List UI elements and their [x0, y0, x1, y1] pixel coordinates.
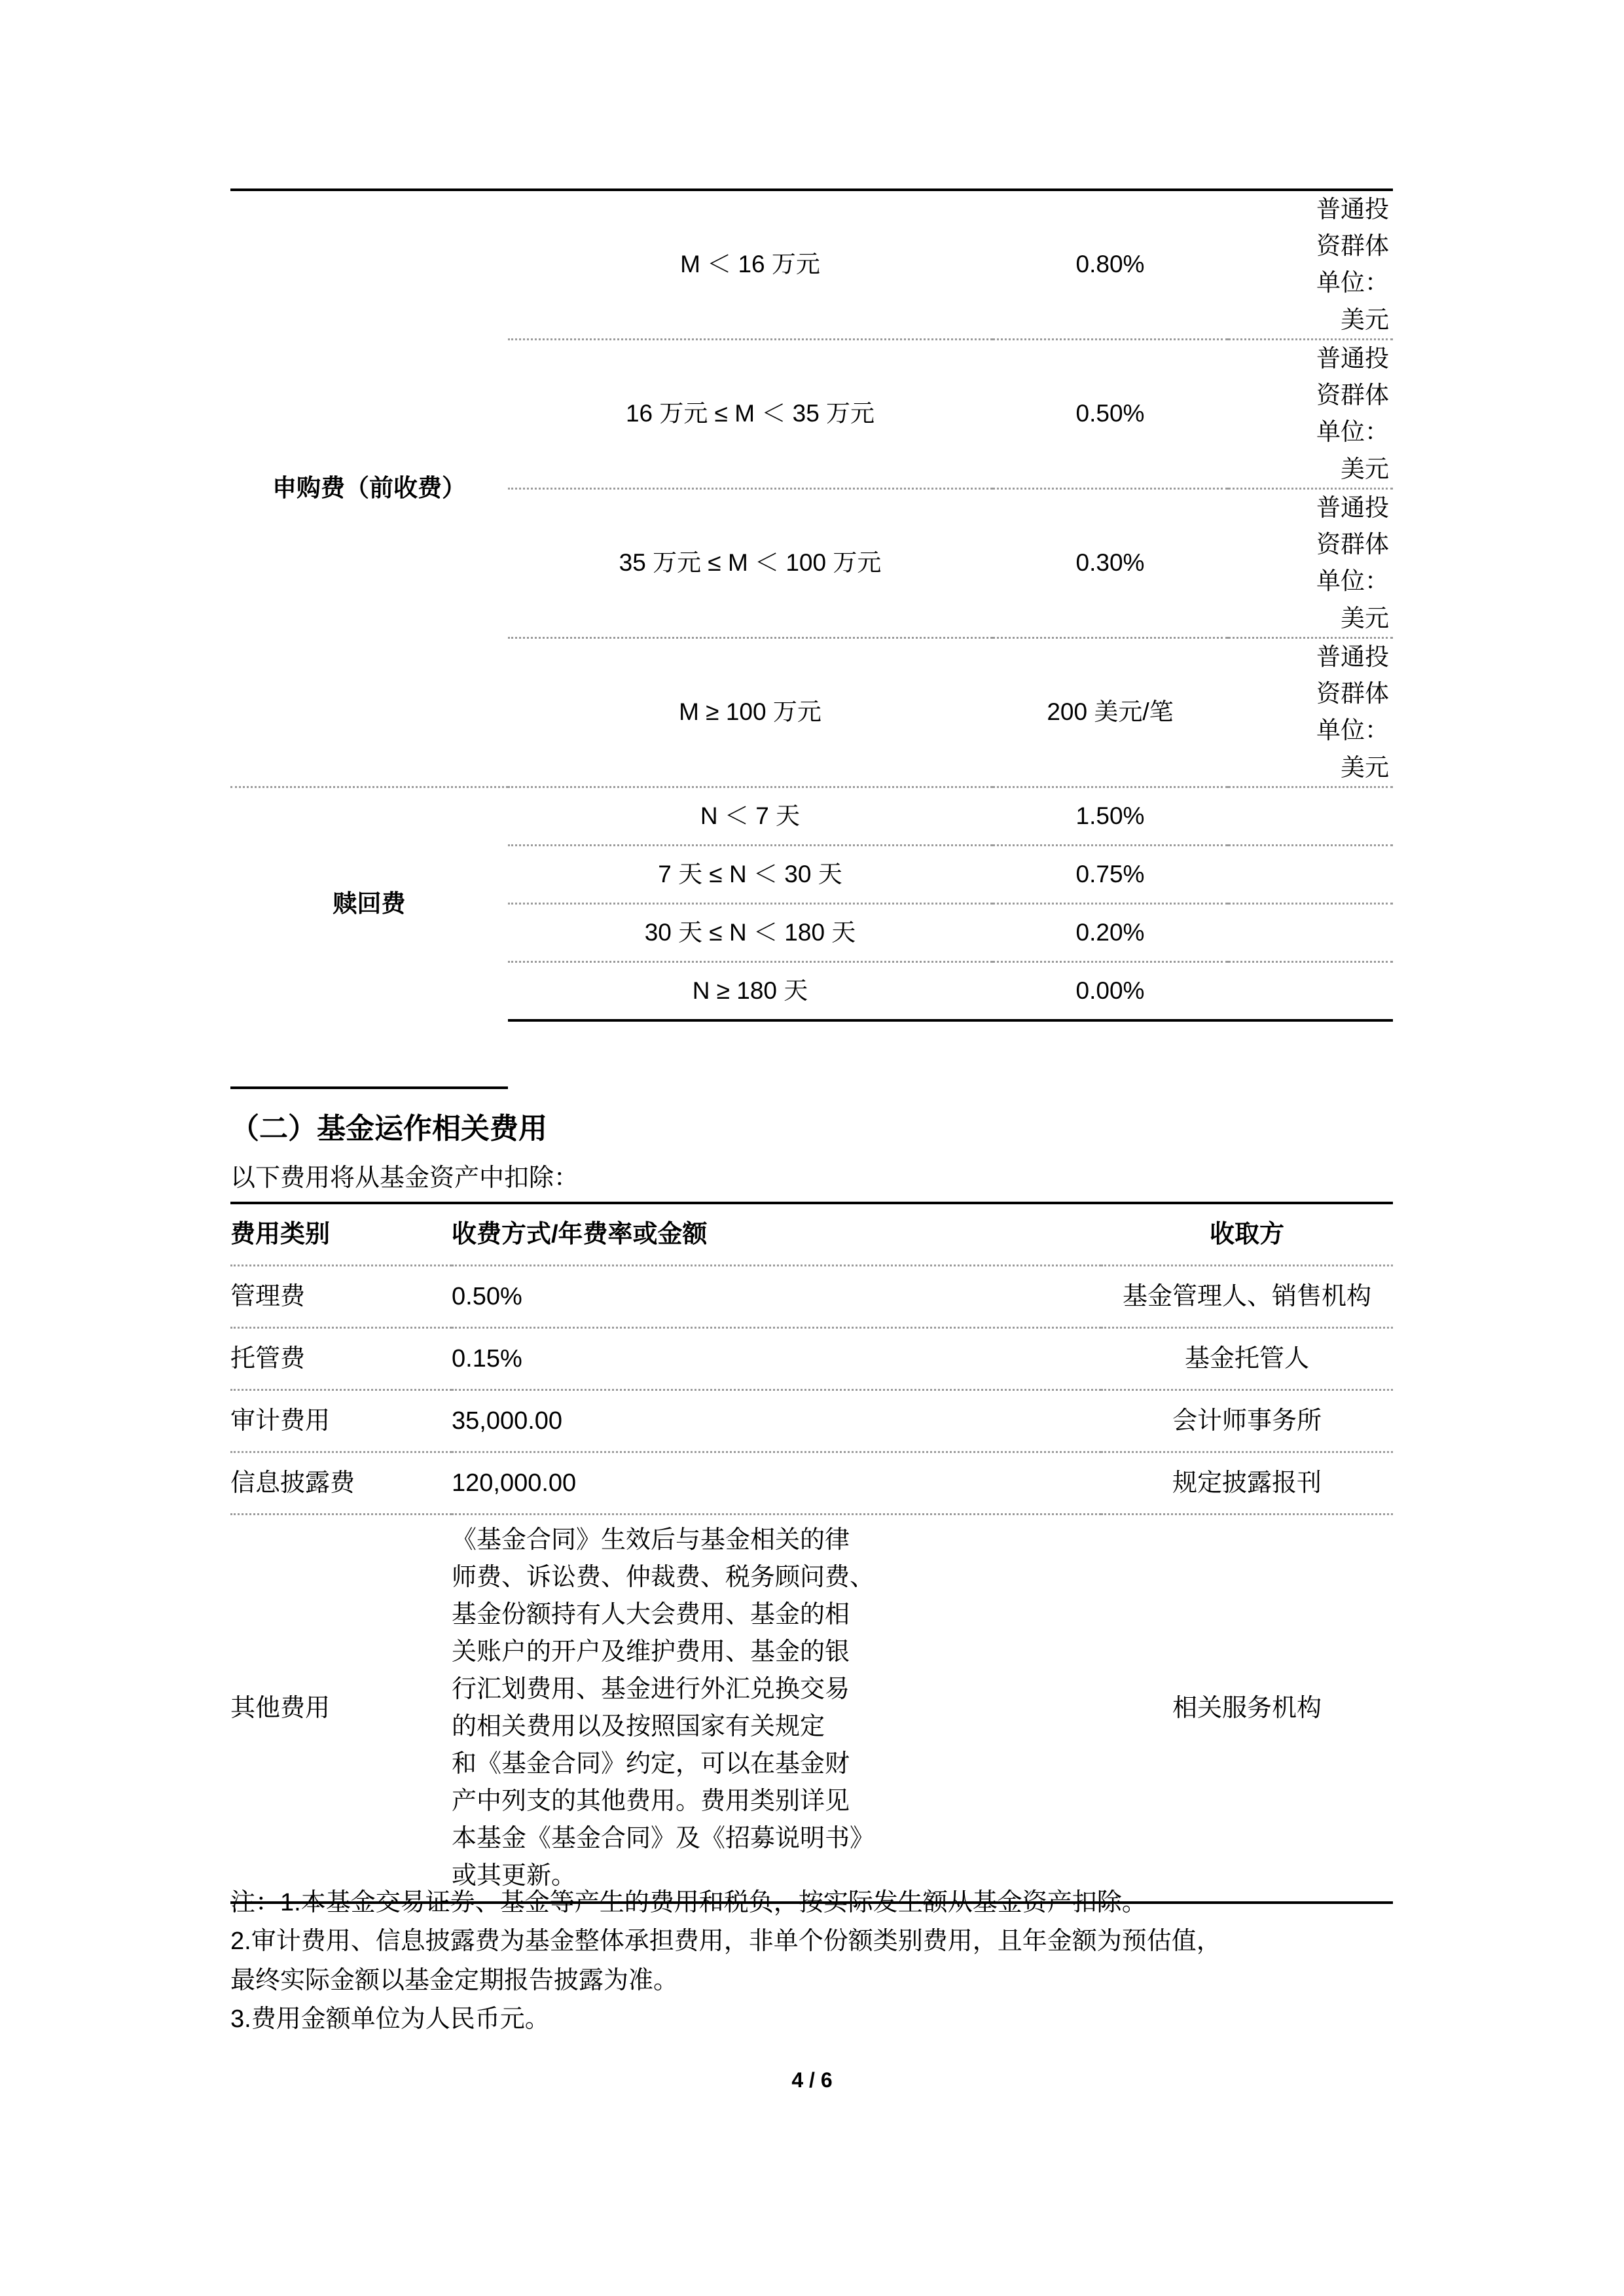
fee-category-subscription: 申购费（前收费） — [230, 190, 508, 787]
table-row — [230, 1390, 1393, 1452]
note-line-3: 最终实际金额以基金定期报告披露为准。 — [230, 1966, 679, 1994]
fee-range: M ≥ 100 万元 — [508, 637, 992, 787]
fee-range: 16 万元 ≤ M ＜ 35 万元 — [508, 339, 992, 488]
fee-range: N ＜ 7 天 — [508, 787, 992, 845]
note-line-4: 3.费用金额单位为人民币元。 — [230, 2005, 550, 2033]
fee-category: 管理费 — [230, 1266, 452, 1328]
fee-range: 35 万元 ≤ M ＜ 100 万元 — [508, 488, 992, 637]
desc-line: 或其更新。 — [452, 1862, 577, 1890]
desc-line: 产中列支的其他费用。费用类别详见 — [452, 1787, 850, 1815]
table-row — [230, 1266, 1393, 1328]
desc-line: 关账户的开户及维护费用、基金的银 — [452, 1638, 850, 1666]
desc-line: 师费、诉讼费、仲裁费、税务顾问费、 — [452, 1564, 875, 1591]
fee-rate: 0.50% — [992, 339, 1228, 488]
fee-investor-group-empty — [1228, 903, 1393, 961]
table-row — [230, 190, 1393, 339]
note-line-2: 2.审计费用、信息披露费为基金整体承担费用，非单个份额类别费用，且年金额为预估值， — [230, 1928, 1221, 1956]
fee-method: 0.15% — [452, 1328, 1101, 1390]
group-line: 普通投 — [1316, 196, 1389, 223]
desc-line: 行汇划费用、基金进行外汇兑换交易 — [452, 1676, 850, 1703]
group-line: 普通投 — [1316, 344, 1389, 372]
fee-rate: 200 美元/笔 — [992, 637, 1228, 787]
fee-investor-group — [1228, 190, 1393, 339]
desc-line: 本基金《基金合同》及《招募说明书》 — [452, 1825, 875, 1852]
fee-range: 30 天 ≤ N ＜ 180 天 — [508, 903, 992, 961]
fee-range: M ＜ 16 万元 — [508, 190, 992, 339]
fee-method: 35,000.00 — [452, 1390, 1101, 1452]
fee-recipient: 规定披露报刊 — [1101, 1452, 1393, 1515]
fee-investor-group-empty — [1228, 845, 1393, 903]
fee-investor-group — [1228, 339, 1393, 488]
desc-line: 和《基金合同》约定，可以在基金财 — [452, 1750, 850, 1778]
fee-category: 托管费 — [230, 1328, 452, 1390]
group-line: 美元 — [1341, 604, 1389, 632]
section-lead-text: 以下费用将从基金资产中扣除： — [230, 1164, 579, 1192]
fee-schedule-table — [230, 188, 1393, 1022]
column-header-recipient: 收取方 — [1101, 1203, 1393, 1266]
fee-method: 120,000.00 — [452, 1452, 1101, 1515]
group-line: 美元 — [1341, 753, 1389, 781]
fee-rate: 0.00% — [992, 961, 1228, 1020]
fee-range: N ≥ 180 天 — [508, 961, 992, 1020]
fee-category-redemption: 赎回费 — [230, 787, 508, 1020]
fee-rate: 0.30% — [992, 488, 1228, 637]
group-line: 单位： — [1316, 418, 1389, 446]
fee-recipient: 基金托管人 — [1101, 1328, 1393, 1390]
group-line: 资群体 — [1316, 232, 1389, 260]
note-line-1: 注：1.本基金交易证券、基金等产生的费用和税负，按实际发生额从基金资产扣除。 — [230, 1889, 1147, 1916]
fee-rate: 0.75% — [992, 845, 1228, 903]
table-header-row — [230, 1203, 1393, 1266]
operating-fee-table — [230, 1202, 1393, 1904]
fee-rate: 1.50% — [992, 787, 1228, 845]
table-row — [230, 1328, 1393, 1390]
table-row — [230, 1452, 1393, 1515]
group-line: 单位： — [1316, 269, 1389, 296]
fee-category: 信息披露费 — [230, 1452, 452, 1515]
fee-investor-group-empty — [1228, 787, 1393, 845]
fee-category: 审计费用 — [230, 1390, 452, 1452]
group-line: 资群体 — [1316, 680, 1389, 708]
table-row — [230, 787, 1393, 845]
group-line: 单位： — [1316, 717, 1389, 744]
fee-category: 其他费用 — [230, 1515, 452, 1903]
fee-investor-group — [1228, 488, 1393, 637]
group-line: 资群体 — [1316, 382, 1389, 409]
column-header-method: 收费方式/年费率或金额 — [452, 1203, 1101, 1266]
column-header-category: 费用类别 — [230, 1203, 452, 1266]
page-title: （二）基金运作相关费用 — [230, 1113, 547, 1145]
desc-line: 基金份额持有人大会费用、基金的相 — [452, 1601, 850, 1628]
page-number-footer: 4 / 6 — [791, 2068, 833, 2092]
fee-investor-group — [1228, 637, 1393, 787]
desc-line: 的相关费用以及按照国家有关规定 — [452, 1713, 825, 1740]
table-row-other-fees — [230, 1515, 1393, 1903]
group-line: 美元 — [1341, 455, 1389, 482]
fee-range: 7 天 ≤ N ＜ 30 天 — [508, 845, 992, 903]
fee-method: 0.50% — [452, 1266, 1101, 1328]
group-line: 单位： — [1316, 567, 1389, 595]
table-bottom-rule-left — [230, 1086, 508, 1089]
group-line: 普通投 — [1316, 643, 1389, 670]
fee-recipient: 基金管理人、销售机构 — [1101, 1266, 1393, 1328]
other-fees-description — [452, 1515, 1101, 1903]
notes-block — [230, 1884, 1402, 2039]
group-line: 普通投 — [1316, 493, 1389, 521]
desc-line: 《基金合同》生效后与基金相关的律 — [452, 1526, 850, 1554]
group-line: 资群体 — [1316, 531, 1389, 558]
fee-rate: 0.80% — [992, 190, 1228, 339]
fee-rate: 0.20% — [992, 903, 1228, 961]
group-line: 美元 — [1341, 306, 1389, 333]
fee-recipient: 会计师事务所 — [1101, 1390, 1393, 1452]
fee-investor-group-empty — [1228, 961, 1393, 1020]
fee-recipient: 相关服务机构 — [1101, 1515, 1393, 1903]
